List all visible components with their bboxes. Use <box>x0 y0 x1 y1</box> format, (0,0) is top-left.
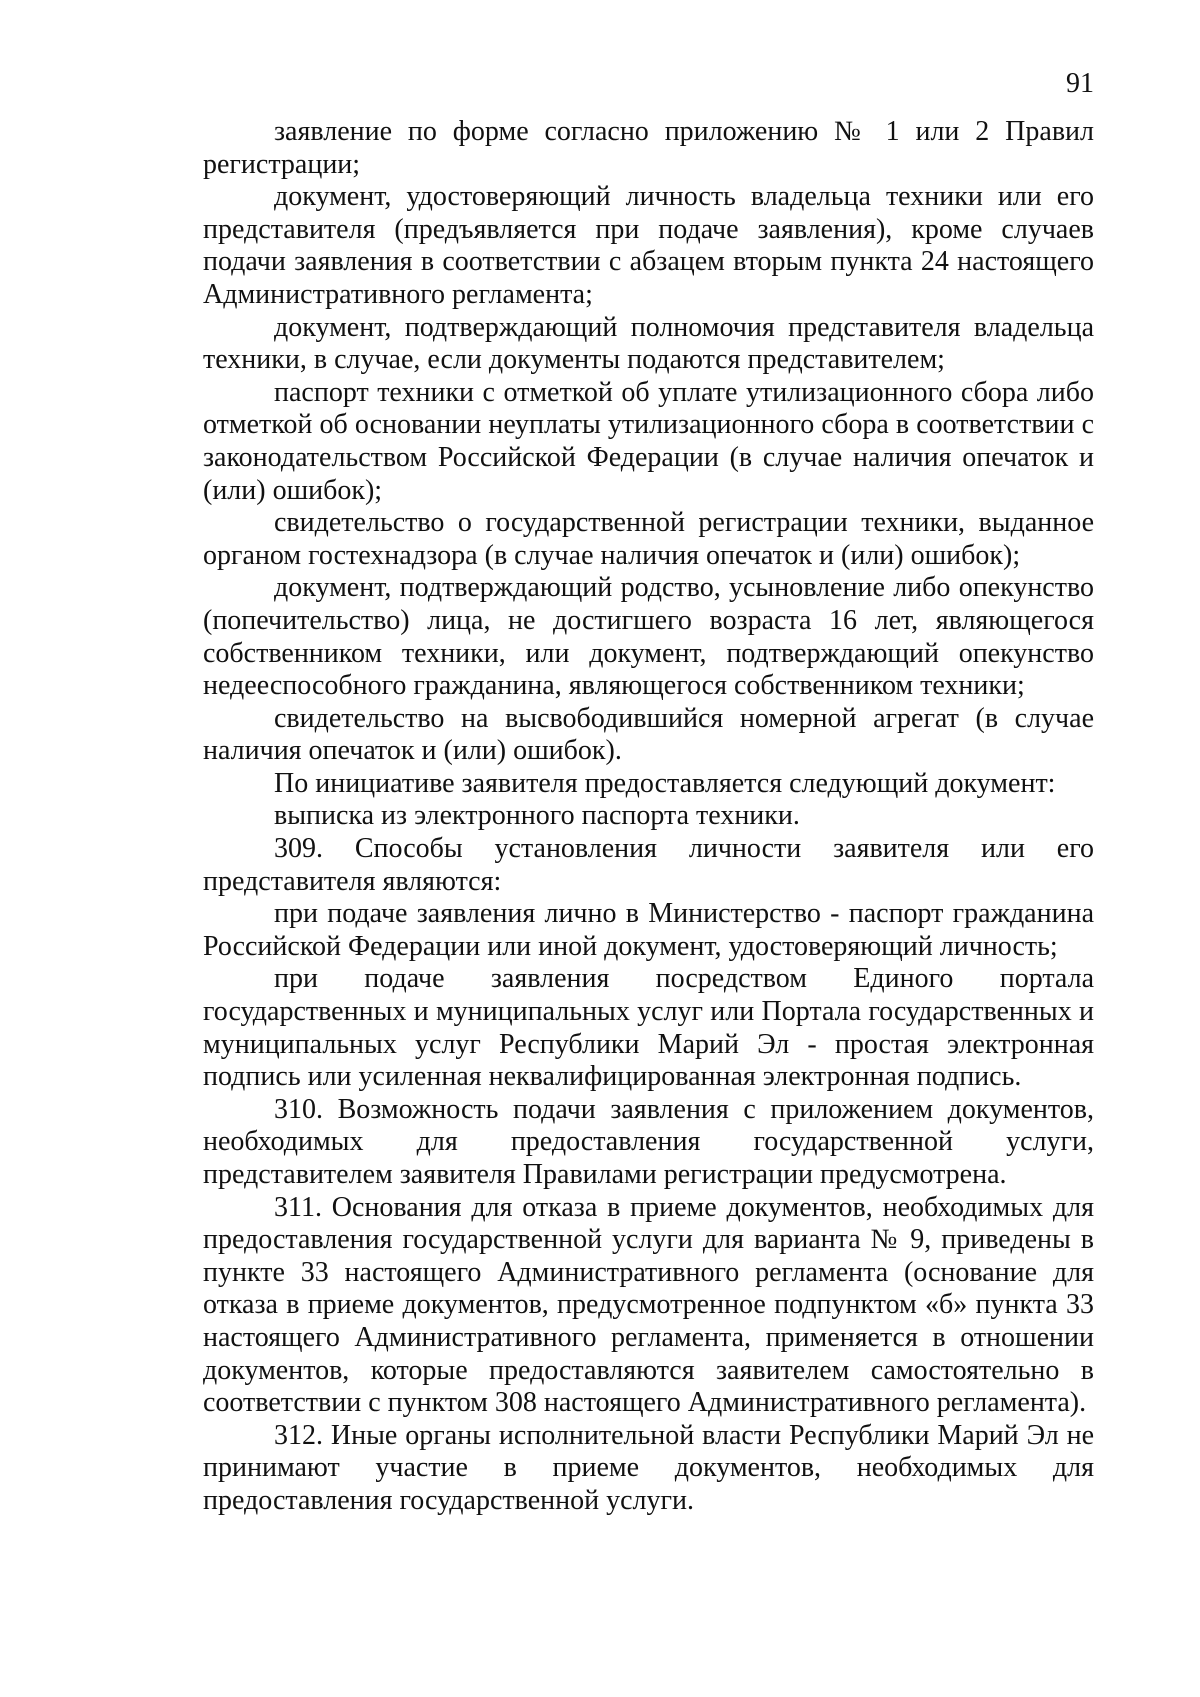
paragraph-portal-submission: при подаче заявления посредством Единого портала государственных и муниципальных услуг или Портала государственных и муниципальных услуг Республики Марий Эл - простая электронная подпись или усиленная неквалифицированная электронная подпись. <box>203 963 1094 1093</box>
paragraph-identity-document: документ, удостоверяющий личность владельца техники или его представителя (предъявляется при подаче заявления), кроме случаев подачи заявления в соответствии с абзацем вторым пункта 24 настоящего Административного регламента; <box>203 181 1094 310</box>
paragraph-application-form: заявление по форме согласно приложению № 1 или 2 Правил регистрации; <box>203 116 1094 180</box>
page-number: 91 <box>1066 68 1094 99</box>
document-body <box>203 116 1094 1518</box>
paragraph-registration-certificate: свидетельство о государственной регистрации техники, выданное органом гостехнадзора (в случае наличия опечаток и (или) ошибок); <box>203 507 1094 571</box>
paragraph-representative-authority: документ, подтверждающий полномочия представителя владельца техники, в случае, если документы подаются представителем; <box>203 311 1094 376</box>
paragraph-310-representative-submission: 310. Возможность подачи заявления с приложением документов, необходимых для предоставления государственной услуги, представителем заявителя Правилами регистрации предусмотрена. <box>203 1093 1094 1190</box>
paragraph-numbered-unit-certificate: свидетельство на высвободившийся номерной агрегат (в случае наличия опечаток и (или) ошибок). <box>203 702 1094 767</box>
paragraph-309-identity-methods: 309. Способы установления личности заявителя или его представителя являются: <box>203 833 1094 897</box>
paragraph-vehicle-passport: паспорт техники с отметкой об уплате утилизационного сбора либо отметкой об основании неуплаты утилизационного сбора в соответствии с законодательством Российской Федерации (в случае наличия опечаток и (или) ошибок); <box>203 376 1094 506</box>
paragraph-electronic-passport-extract: выписка из электронного паспорта техники. <box>274 800 800 832</box>
paragraph-311-refusal-grounds: 311. Основания для отказа в приеме документов, необходимых для предоставления государственной услуги для варианта № 9, приведены в пункте 33 настоящего Административного регламента (основание для отказа в приеме документов, предусмотренное подпунктом «б» пункта 33 настоящего Административного регламента, применяется в отношении документов, которые предоставляются заявителем самостоятельно в соответствии с пунктом 308 настоящего Административного регламента). <box>203 1191 1094 1419</box>
paragraph-applicant-initiative: По инициативе заявителя предоставляется следующий документ: <box>274 767 1056 799</box>
paragraph-312-other-authorities: 312. Иные органы исполнительной власти Республики Марий Эл не принимают участие в приеме документов, необходимых для предоставления государственной услуги. <box>203 1419 1094 1516</box>
paragraph-kinship-document: документ, подтверждающий родство, усыновление либо опекунство (попечительство) лица, не достигшего возраста 16 лет, являющегося собственником техники, или документ, подтверждающий опекунство недееспособного гражданина, являющегося собственником техники; <box>203 572 1094 702</box>
paragraph-in-person-submission: при подаче заявления лично в Министерство - паспорт гражданина Российской Федерации или иной документ, удостоверяющий личность; <box>203 898 1094 962</box>
